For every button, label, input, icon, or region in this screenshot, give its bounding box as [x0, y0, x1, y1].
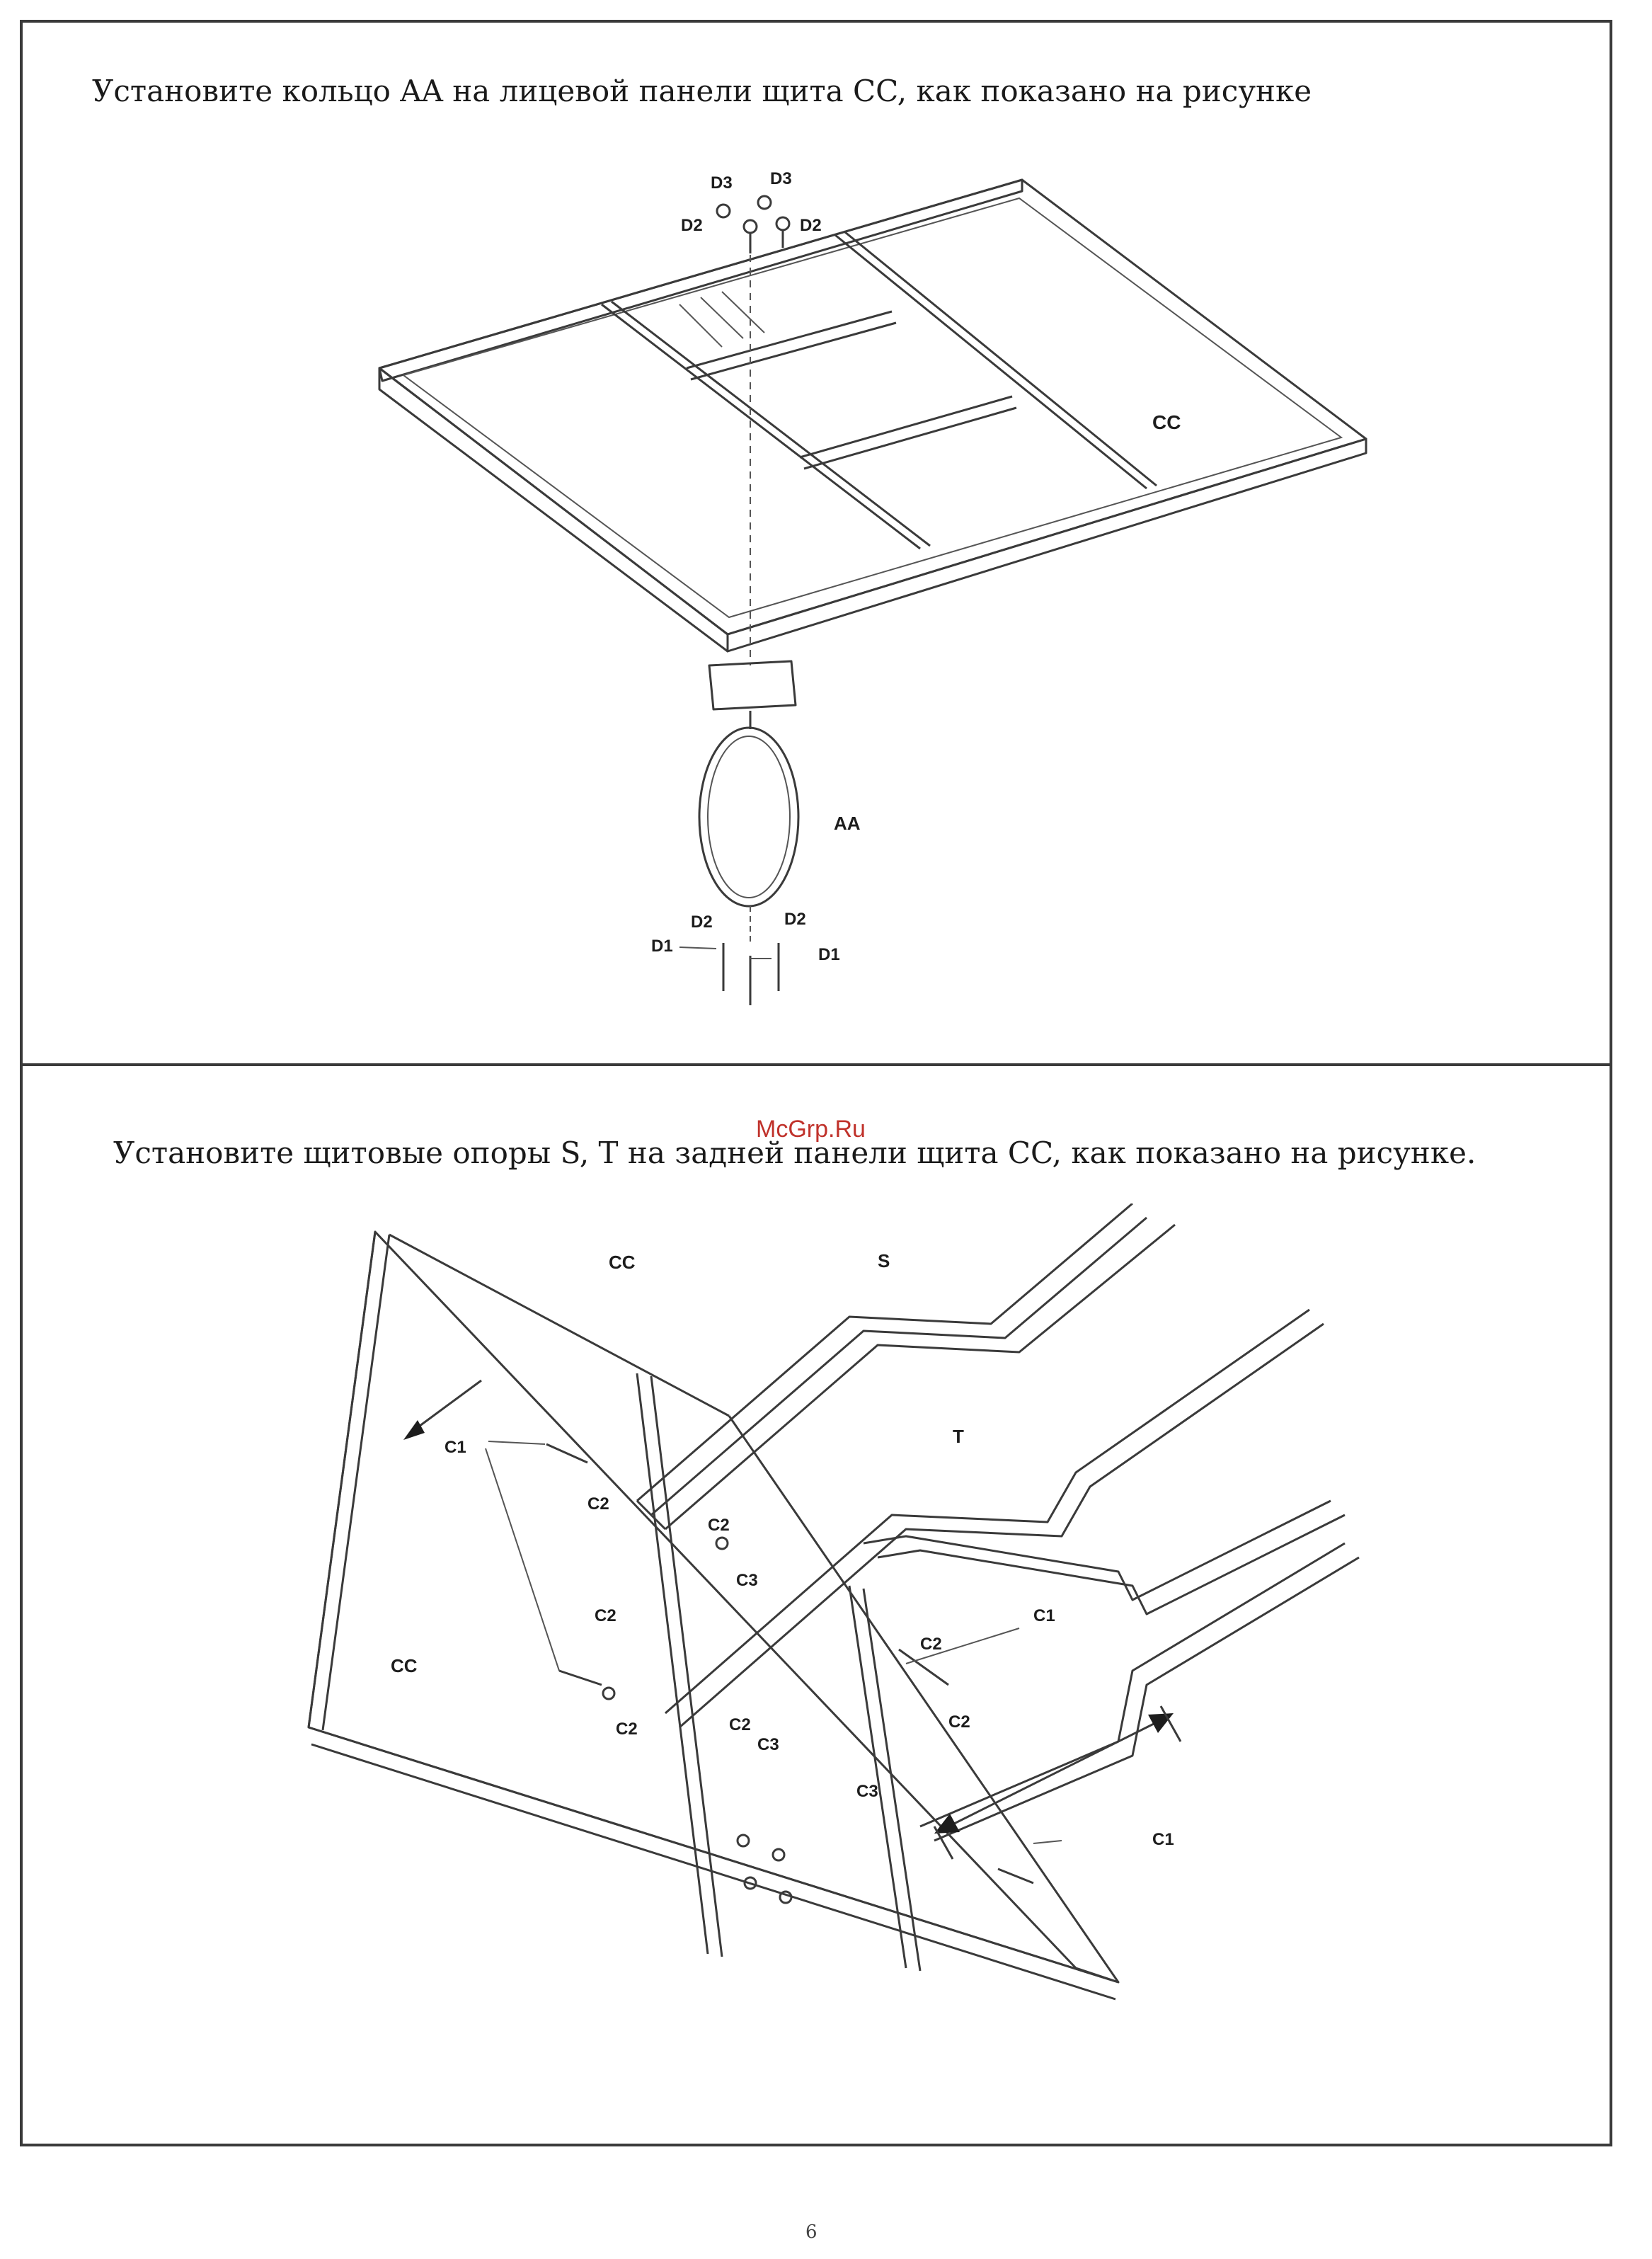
label-c2-g: C2 — [729, 1715, 751, 1734]
label-c1-right: C1 — [1033, 1606, 1055, 1625]
label-d2-top-right: D2 — [800, 216, 822, 235]
support-lower-drawing — [920, 1543, 1359, 1841]
hardware-drawing — [486, 1441, 1062, 1903]
step-2-instruction: Установите щитовые опоры S, T на задней панели щита CC, как показано на рисунке. — [113, 1136, 1476, 1170]
rim-drawing — [679, 661, 798, 1005]
watermark: McGrp.Ru — [756, 1116, 866, 1143]
label-c2-b: C2 — [708, 1516, 730, 1535]
label-c2-d: C2 — [920, 1635, 942, 1654]
label-c2-a: C2 — [587, 1494, 609, 1514]
label-c3-a: C3 — [736, 1571, 758, 1590]
label-c3-c: C3 — [856, 1782, 878, 1801]
step-2-diagram — [283, 1203, 1557, 2095]
label-aa: AA — [834, 813, 861, 834]
step-1-diagram — [354, 156, 1416, 1019]
label-d1-left: D1 — [651, 937, 673, 956]
label-c3-b: C3 — [757, 1735, 779, 1754]
step-1-instruction: Установите кольцо AA на лицевой панели щита CC, как показано на рисунке — [92, 74, 1312, 108]
support-t-drawing — [665, 1310, 1345, 1727]
label-c1-bottom: C1 — [1152, 1830, 1174, 1849]
label-cc-top: CC — [609, 1252, 636, 1273]
page-number: 6 — [805, 2221, 818, 2243]
label-c2-c: C2 — [595, 1606, 616, 1625]
backboard-back-drawing — [309, 1232, 1118, 1999]
label-d2-bottom-left: D2 — [691, 913, 713, 932]
label-c2-f: C2 — [616, 1720, 638, 1739]
label-c1-left: C1 — [444, 1438, 466, 1457]
label-t: T — [953, 1426, 964, 1447]
arrows-drawing — [403, 1380, 1181, 1859]
label-d3-right: D3 — [770, 169, 792, 188]
label-d2-top-left: D2 — [681, 216, 703, 235]
label-d3-left: D3 — [711, 173, 733, 193]
label-s: S — [878, 1250, 890, 1271]
support-s-drawing — [637, 1203, 1175, 1529]
label-cc-left: CC — [391, 1655, 418, 1676]
backboard-frame-drawing — [379, 180, 1366, 665]
label-d2-bottom-right: D2 — [784, 910, 806, 929]
hardware-top-drawing — [717, 196, 789, 253]
label-c2-e: C2 — [948, 1712, 970, 1732]
label-cc: CC — [1152, 411, 1181, 433]
label-d1-right: D1 — [818, 945, 840, 964]
